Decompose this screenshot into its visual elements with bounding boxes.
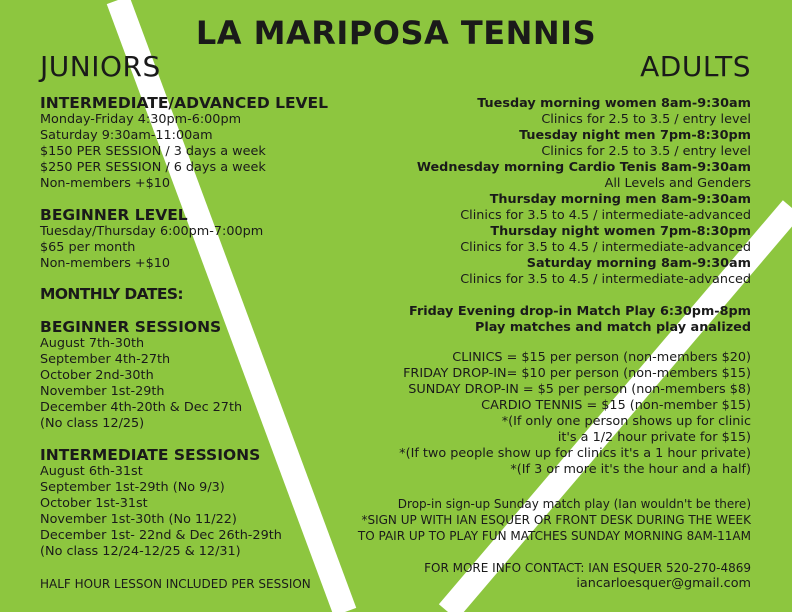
intermediate-session-date: September 1st-29th (No 9/3) — [40, 480, 225, 495]
beginner-sessions-block — [40, 318, 242, 432]
beginner-sessions-heading: BEGINNER SESSIONS — [40, 318, 222, 336]
beginner-level-line: Tuesday/Thursday 6:00pm-7:00pm — [40, 224, 264, 239]
juniors-beginner-block — [40, 206, 263, 272]
intermediate-advanced-line: Monday-Friday 4:30pm-6:00pm — [40, 112, 242, 127]
adult-session-detail: Clinics for 2.5 to 3.5 / entry level — [541, 144, 751, 159]
beginner-level-line: $65 per month — [40, 240, 136, 255]
contact-line: FOR MORE INFO CONTACT: IAN ESQUER 520-270-4869 — [424, 561, 751, 575]
pricing-line: *(If two people show up for clinics it's a 1 hour private) — [399, 446, 751, 461]
monthly-dates-heading: MONTHLY DATES: — [40, 285, 183, 303]
intermediate-advanced-line: Saturday 9:30am-11:00am — [40, 128, 213, 143]
adult-session-title: Thursday morning men 8am-9:30am — [489, 192, 751, 207]
sunday-match-play-line: Drop-in sign-up Sunday match play (Ian wouldn't be there) — [397, 497, 751, 511]
adult-session-title: Tuesday morning women 8am-9:30am — [477, 96, 751, 111]
adult-session-title: Thursday night women 7pm-8:30pm — [490, 224, 751, 239]
sunday-match-play-line: *SIGN UP WITH IAN ESQUER OR FRONT DESK DURING THE WEEK — [361, 513, 751, 527]
adults-heading: ADULTS — [640, 50, 751, 83]
sunday-match-play-line: TO PAIR UP TO PLAY FUN MATCHES SUNDAY MORNING 8AM-11AM — [357, 529, 751, 543]
juniors-intermediate-advanced-block — [40, 94, 328, 192]
adult-session-detail: Clinics for 3.5 to 4.5 / intermediate-advanced — [460, 272, 751, 287]
pricing-line: it's a 1/2 hour private for $15) — [557, 430, 751, 445]
half-hour-lesson-note: HALF HOUR LESSON INCLUDED PER SESSION — [40, 577, 311, 591]
adult-session-title: Tuesday night men 7pm-8:30pm — [519, 128, 751, 143]
beginner-session-date: December 4th-20th & Dec 27th — [40, 400, 243, 415]
adult-session-title: Wednesday morning Cardio Tenis 8am-9:30am — [416, 160, 751, 175]
intermediate-sessions-heading: INTERMEDIATE SESSIONS — [40, 446, 261, 464]
monthly-dates-block — [40, 285, 183, 303]
pricing-line: SUNDAY DROP-IN = $5 per person (non-members $8) — [408, 382, 751, 397]
beginner-level-heading: BEGINNER LEVEL — [40, 206, 188, 224]
contact-email[interactable]: iancarloesquer@gmail.com — [576, 576, 751, 591]
beginner-session-date: (No class 12/25) — [40, 416, 145, 431]
intermediate-advanced-heading: INTERMEDIATE/ADVANCED LEVEL — [40, 94, 329, 112]
intermediate-session-date: December 1st- 22nd & Dec 26th-29th — [40, 528, 282, 543]
adult-session-detail: Clinics for 3.5 to 4.5 / intermediate-advanced — [460, 240, 751, 255]
sunday-match-play-block — [358, 496, 751, 544]
flyer-title: LA MARIPOSA TENNIS — [195, 14, 597, 52]
friday-match-play-line: Friday Evening drop-in Match Play 6:30pm-8pm — [409, 304, 751, 319]
pricing-block — [399, 350, 751, 478]
intermediate-advanced-line: $250 PER SESSION / 6 days a week — [40, 160, 266, 175]
beginner-session-date: November 1st-29th — [40, 384, 165, 399]
juniors-heading: JUNIORS — [40, 50, 161, 83]
intermediate-advanced-line: $150 PER SESSION / 3 days a week — [40, 144, 266, 159]
intermediate-session-date: (No class 12/24-12/25 & 12/31) — [40, 544, 241, 559]
beginner-session-date: August 7th-30th — [40, 336, 145, 351]
contact-block — [424, 560, 751, 592]
adult-session-detail: Clinics for 3.5 to 4.5 / intermediate-advanced — [460, 208, 751, 223]
intermediate-session-date: November 1st-30th (No 11/22) — [40, 512, 237, 527]
adult-session-title: Saturday morning 8am-9:30am — [526, 256, 751, 271]
beginner-session-date: September 4th-27th — [40, 352, 171, 367]
adults-schedule-block — [417, 96, 751, 288]
adult-session-detail: All Levels and Genders — [604, 176, 751, 191]
intermediate-session-date: August 6th-31st — [40, 464, 143, 479]
friday-match-play-block — [409, 304, 751, 336]
beginner-session-date: October 2nd-30th — [40, 368, 154, 383]
pricing-line: FRIDAY DROP-IN= $10 per person (non-members $15) — [403, 366, 751, 381]
intermediate-advanced-line: Non-members +$10 — [40, 176, 171, 191]
intermediate-sessions-block — [40, 446, 282, 560]
pricing-line: CLINICS = $15 per person (non-members $20) — [452, 350, 751, 365]
pricing-line: *(If 3 or more it's the hour and a half) — [510, 462, 751, 477]
pricing-line: CARDIO TENNIS = $15 (non-member $15) — [481, 398, 751, 413]
adult-session-detail: Clinics for 2.5 to 3.5 / entry level — [541, 112, 751, 127]
pricing-line: *(If only one person shows up for clinic — [501, 414, 751, 429]
intermediate-session-date: October 1st-31st — [40, 496, 148, 511]
beginner-level-line: Non-members +$10 — [40, 256, 171, 271]
friday-match-play-line: Play matches and match play analized — [475, 320, 751, 335]
